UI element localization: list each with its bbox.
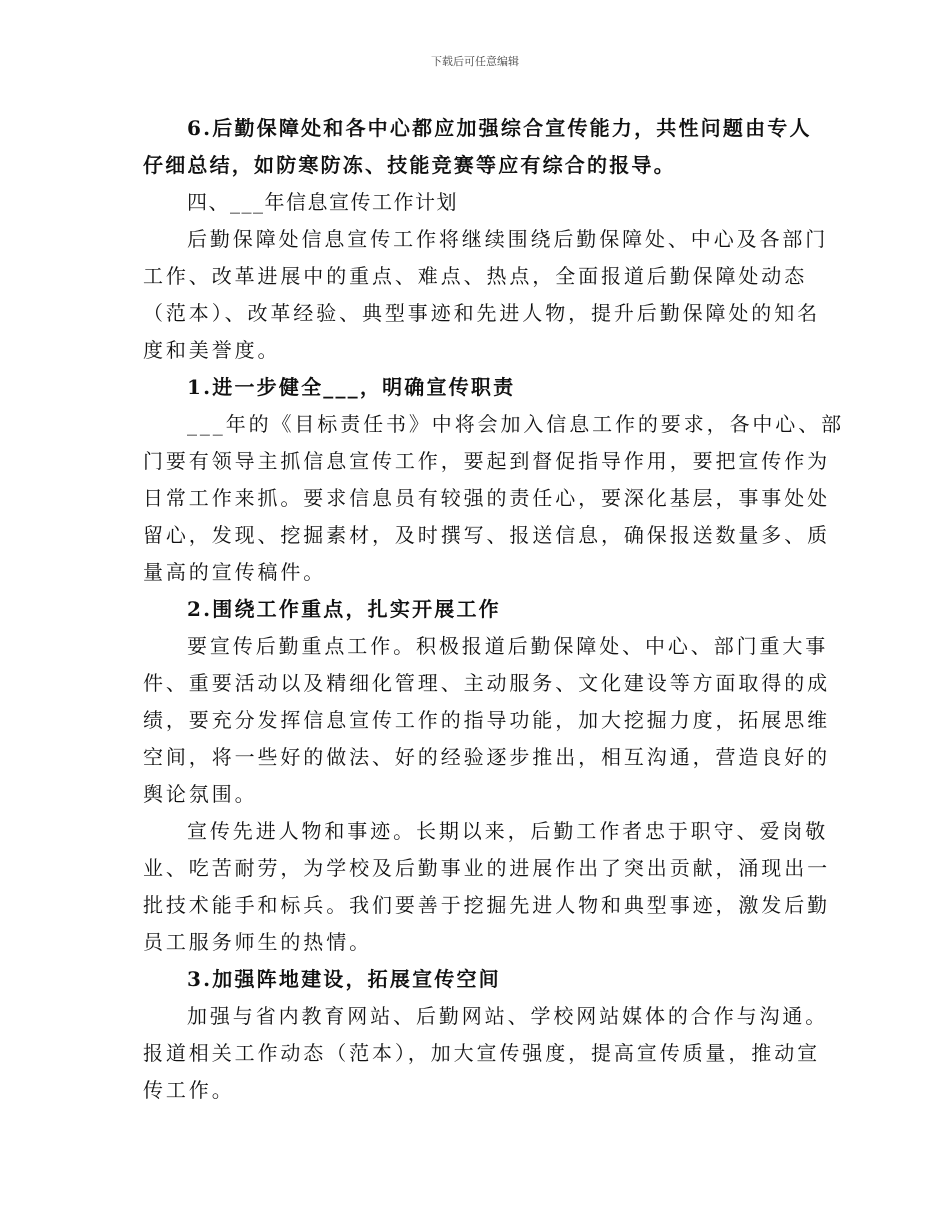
paragraph-line: 仔细总结，如防寒防冻、技能竞赛等应有综合的报导。 <box>143 153 676 177</box>
paragraph-line: 6.后勤保障处和各中心都应加强综合宣传能力，共性问题由专人 <box>187 116 812 140</box>
paragraph-line: 舆论氛围。 <box>143 782 258 806</box>
document-body <box>143 110 844 1109</box>
paragraph-line: 后勤保障处信息宣传工作将继续围绕后勤保障处、中心及各部门 <box>187 227 829 251</box>
paragraph-line: 日常工作来抓。要求信息员有较强的责任心，要深化基层，事事处处 <box>143 486 830 510</box>
paragraph-line: 绩，要充分发挥信息宣传工作的指导功能，加大挖掘力度，拓展思维 <box>143 708 830 732</box>
paragraph-line: （范本）、改革经验、典型事迹和先进人物，提升后勤保障处的知名 <box>143 301 820 325</box>
paragraph-line: 报道相关工作动态（范本），加大宣传强度，提高宣传质量，推动宣 <box>143 1041 820 1065</box>
paragraph-line: 加强与省内教育网站、后勤网站、学校网站媒体的合作与沟通。 <box>187 1004 829 1028</box>
paragraph-line: 空间，将一些好的做法、好的经验逐步推出，相互沟通，营造良好的 <box>143 745 830 769</box>
paragraph-line: 工作、改革进展中的重点、难点、热点，全面报道后勤保障处动态 <box>143 264 808 288</box>
subsection-heading: 2.围绕工作重点，扎实开展工作 <box>187 597 501 621</box>
subsection-heading: 1.进一步健全___，明确宣传职责 <box>187 375 516 399</box>
paragraph-line: 业、吃苦耐劳，为学校及后勤事业的进展作出了突出贡献，涌现出一 <box>143 856 830 880</box>
paragraph-line: ___年的《目标责任书》中将会加入信息工作的要求，各中心、部 <box>187 412 844 436</box>
paragraph-line: 度和美誉度。 <box>143 338 281 362</box>
section-heading: 四、___年信息宣传工作计划 <box>187 190 458 214</box>
paragraph-line: 量高的宣传稿件。 <box>143 560 327 584</box>
paragraph-line: 件、重要活动以及精细化管理、主动服务、文化建设等方面取得的成 <box>143 671 830 695</box>
paragraph-line: 宣传先进人物和事迹。长期以来，后勤工作者忠于职守、爱岗敬 <box>187 819 829 843</box>
subsection-heading: 3.加强阵地建设，拓展宣传空间 <box>187 967 501 991</box>
paragraph-line: 门要有领导主抓信息宣传工作，要起到督促指导作用，要把宣传作为 <box>143 449 830 473</box>
paragraph-line: 要宣传后勤重点工作。积极报道后勤保障处、中心、部门重大事 <box>187 634 829 658</box>
paragraph-line: 留心，发现、挖掘素材，及时撰写、报送信息，确保报送数量多、质 <box>143 523 830 547</box>
page-header-note: 下载后可任意编辑 <box>431 55 519 68</box>
paragraph-line: 员工服务师生的热情。 <box>143 930 372 954</box>
paragraph-line: 批技术能手和标兵。我们要善于挖掘先进人物和典型事迹，激发后勤 <box>143 893 830 917</box>
paragraph-line: 传工作。 <box>143 1078 235 1102</box>
